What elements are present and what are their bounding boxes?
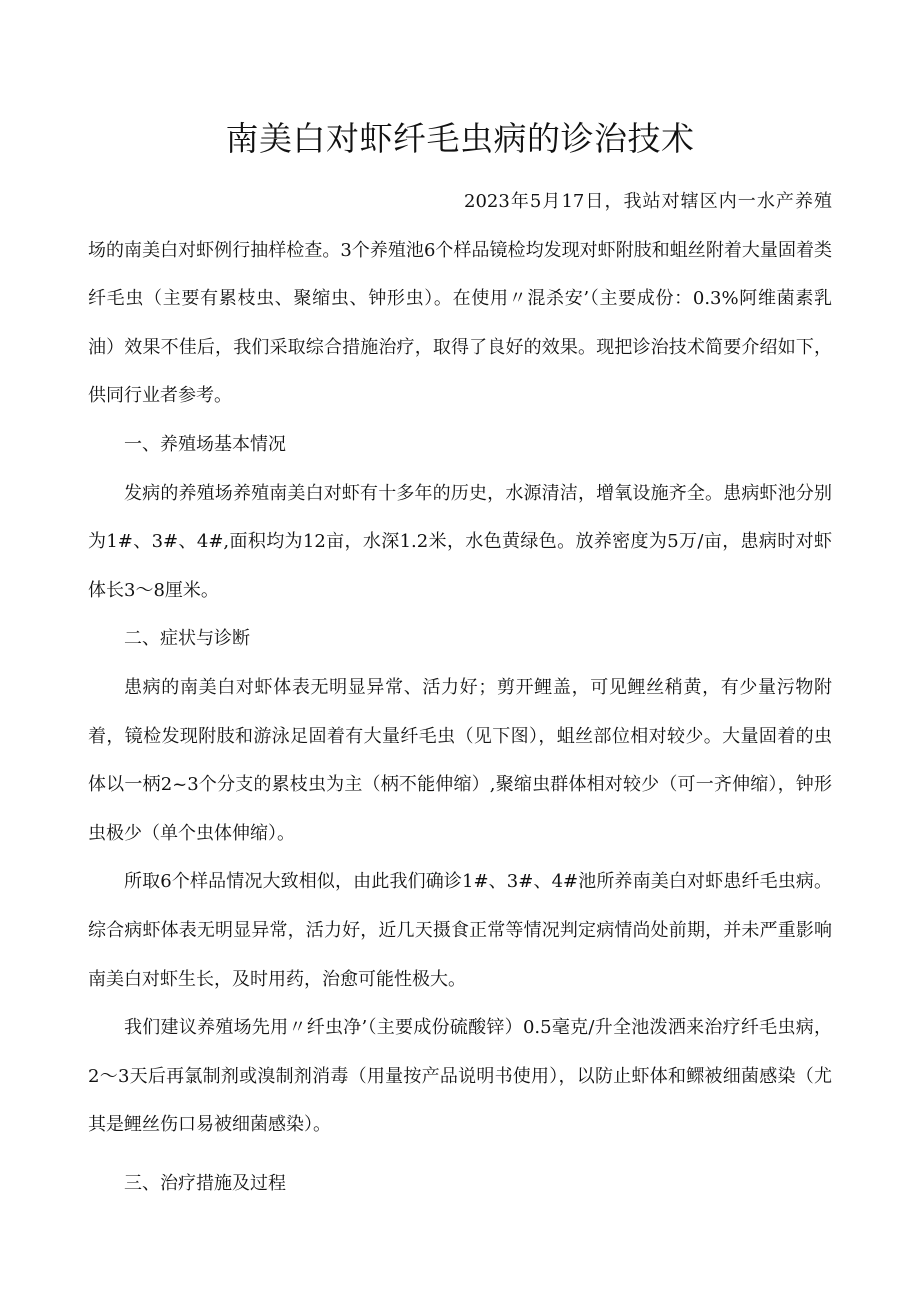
section-heading-2: 二、症状与诊断 [124,628,250,650]
section2-paragraph-3: 我们建议养殖场先用〃纤虫净’（主要成份硫酸锌）0.5毫克/升全池泼洒来治疗纤毛虫病，2～3天后再氯制剂或溴制剂消毒（用量按产品说明书使用），以防止虾体和鳏被细菌感染（尤其是鲤丝伤口易被细菌感染）。 [88,1017,832,1136]
section-spacer [88,1150,832,1160]
section2-paragraph-2: 所取6个样品情况大致相似，由此我们确诊1#、3#、4#池所养南美白对虾患纤毛虫病。综合病虾体表无明显异常，活力好，近几天摄食正常等情况判定病情尚处前期，并未严重影响南美白对虾生长，及时用药，治愈可能性极大。 [88,871,832,990]
document-title: 南美白对虾纤毛虫病的诊治技术 [225,119,695,158]
section1-paragraph-1: 发病的养殖场养殖南美白对虾有十多年的历史，水源清洁，增氧设施齐全。患病虾池分别为1#、3#、4#,面积均为12亩，水深1.2米，水色黄绿色。放养密度为5万/亩，患病时对虾体长3～8厘米。 [88,482,832,601]
section2-paragraph-1: 患病的南美白对虾体表无明显异常、活力好；剪开鲤盖，可见鲤丝稍黄，有少量污物附着，镜检发现附肢和游泳足固着有大量纤毛虫（见下图），蛆丝部位相对较少。大量固着的虫体以一柄2~3个分支的累枝虫为主（柄不能伸缩）,聚缩虫群体相对较少（可一齐伸缩），钟形虫极少（单个虫体伸缩）。 [88,676,832,844]
section-heading-3: 三、治疗措施及过程 [124,1172,286,1194]
intro-paragraph: 2023年5月17日，我站对辖区内一水产养殖场的南美白对虾例行抽样检查。3个养殖池6个样品镜检均发现对虾附肢和蛆丝附着大量固着类纤毛虫（主要有累枝虫、聚缩虫、钟形虫）。在使用〃混杀安’（主要成份：0.3%阿维菌素乳油）效果不佳后，我们采取综合措施治疗，取得了良好的效果。现把诊治技术简要介绍如下，供同行业者参考。 [88,191,832,407]
document-body [88,178,832,1208]
section-heading-1: 一、养殖场基本情况 [124,433,286,455]
